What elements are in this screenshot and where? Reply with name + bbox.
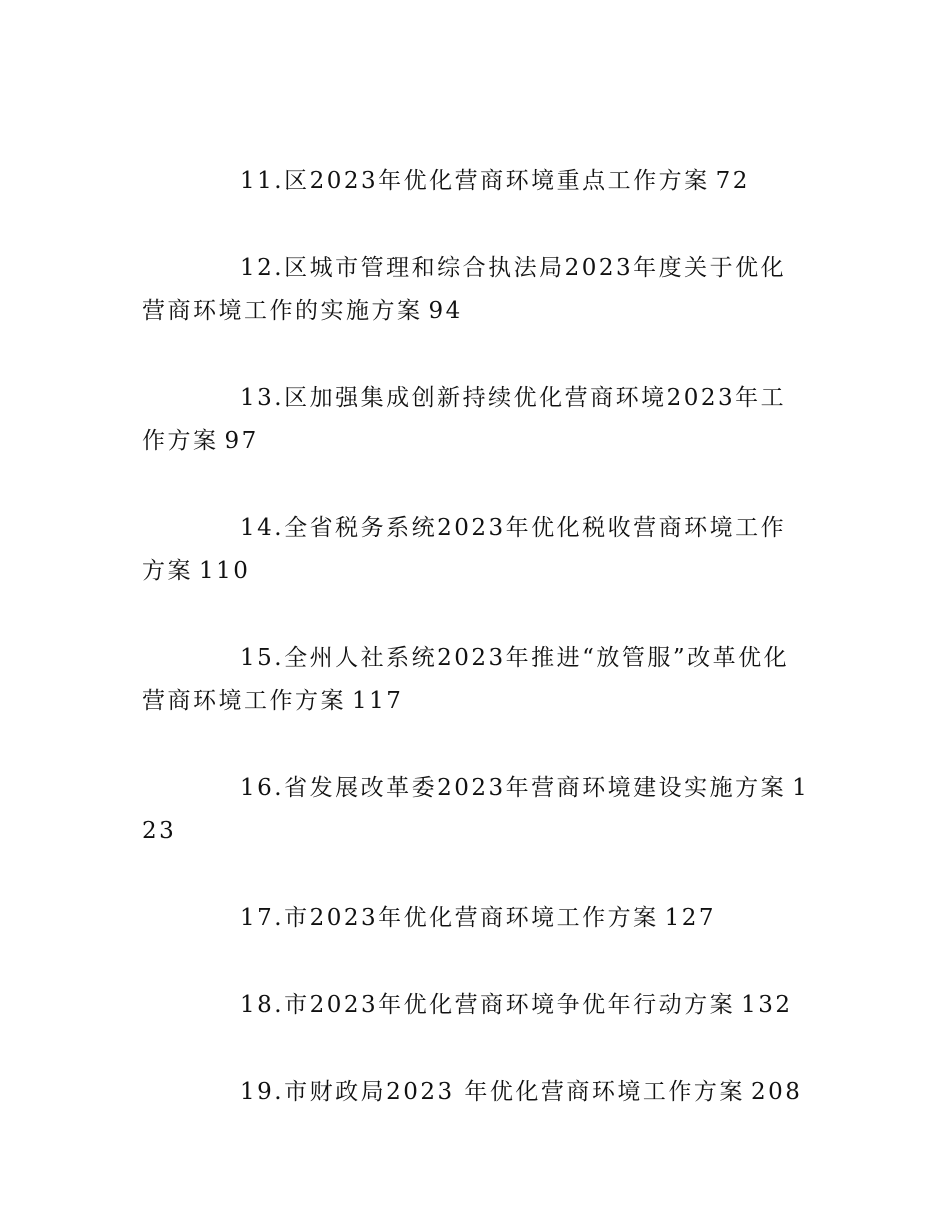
toc-entry-title: 区城市管理和综合执法局2023年度关于优化营商环境工作的实施方案 xyxy=(142,255,787,324)
toc-entry-title: 市2023年优化营商环境争优年行动方案 xyxy=(284,992,736,1018)
toc-entry-13[interactable] xyxy=(142,377,810,463)
toc-entry-number: 15. xyxy=(240,645,285,671)
toc-entry-title: 区加强集成创新持续优化营商环境2023年工作方案 xyxy=(142,385,787,454)
toc-entry-number: 18. xyxy=(240,992,285,1018)
table-of-contents xyxy=(142,160,810,1114)
toc-entry-18[interactable] xyxy=(142,984,810,1027)
toc-entry-page: 117 xyxy=(352,688,404,714)
toc-entry-number: 12. xyxy=(240,255,285,281)
toc-entry-page: 94 xyxy=(428,298,463,324)
toc-entry-number: 16. xyxy=(240,775,285,801)
toc-entry-14[interactable] xyxy=(142,507,810,593)
toc-entry-title: 区2023年优化营商环境重点工作方案 xyxy=(284,168,710,194)
toc-entry-page: 97 xyxy=(224,428,259,454)
toc-entry-number: 11. xyxy=(240,168,285,194)
toc-entry-page: 72 xyxy=(715,168,750,194)
toc-entry-page: 123 xyxy=(142,775,810,844)
toc-entry-11[interactable] xyxy=(142,160,810,203)
toc-entry-17[interactable] xyxy=(142,897,810,940)
toc-entry-16[interactable] xyxy=(142,767,810,853)
toc-entry-title: 市2023年优化营商环境工作方案 xyxy=(284,905,659,931)
toc-entry-title: 市财政局2023 年优化营商环境工作方案 xyxy=(284,1079,745,1105)
toc-entry-number: 13. xyxy=(240,385,285,411)
toc-entry-title: 省发展改革委2023年营商环境建设实施方案 xyxy=(284,775,787,801)
toc-entry-page: 110 xyxy=(199,558,251,584)
toc-entry-title: 全省税务系统2023年优化税收营商环境工作方案 xyxy=(142,515,787,584)
toc-entry-page: 127 xyxy=(664,905,717,931)
toc-entry-page: 132 xyxy=(741,992,793,1018)
toc-entry-19[interactable] xyxy=(142,1071,810,1114)
toc-entry-12[interactable] xyxy=(142,247,810,333)
toc-entry-title: 全州人社系统2023年推进“放管服”改革优化营商环境工作方案 xyxy=(142,645,790,714)
toc-entry-number: 14. xyxy=(240,515,285,541)
toc-entry-number: 19. xyxy=(240,1079,285,1105)
toc-entry-15[interactable] xyxy=(142,637,810,723)
toc-entry-number: 17. xyxy=(240,905,285,931)
toc-entry-page: 208 xyxy=(750,1079,803,1105)
